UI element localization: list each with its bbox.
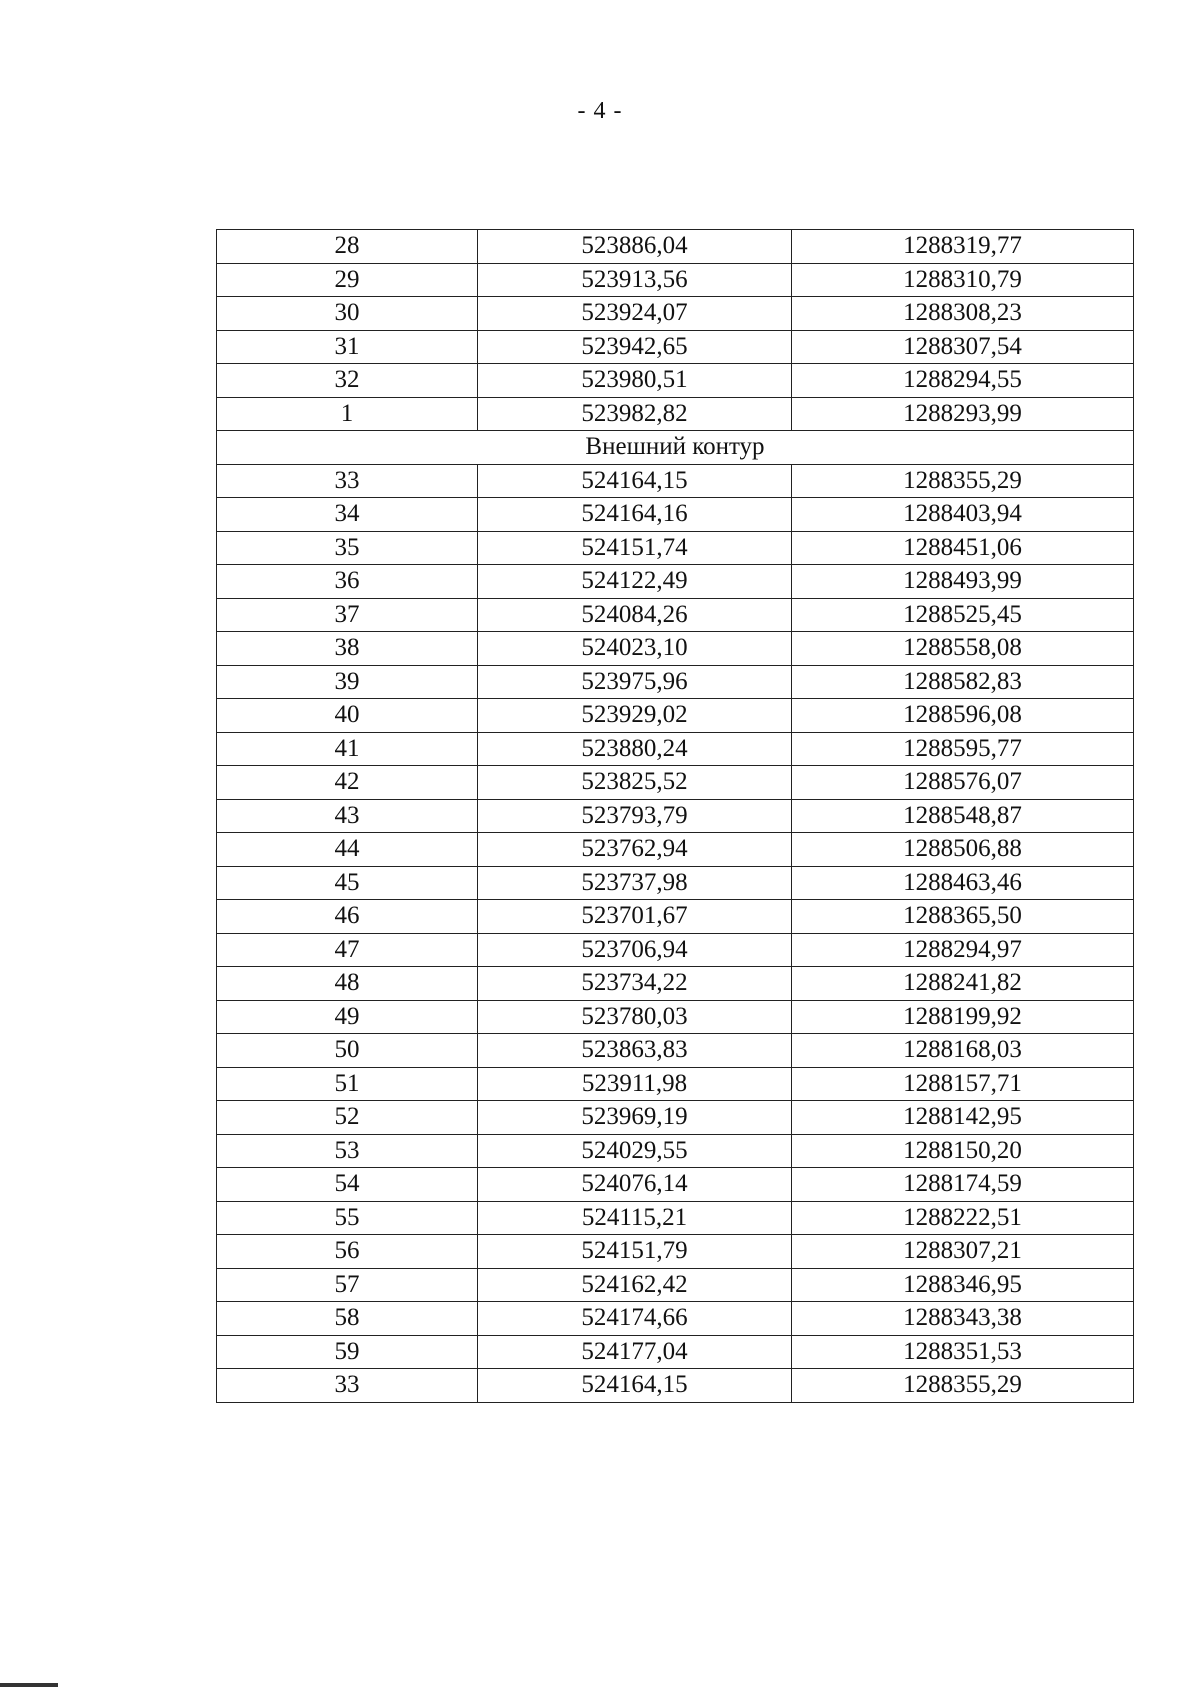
- x-coordinate-cell: 524029,55: [478, 1134, 792, 1168]
- x-coordinate-cell: 523762,94: [478, 833, 792, 867]
- point-number-cell: 35: [217, 531, 478, 565]
- point-number-cell: 43: [217, 799, 478, 833]
- table-row: [217, 1134, 1134, 1168]
- point-number-cell: 34: [217, 498, 478, 532]
- x-coordinate-cell: 523913,56: [478, 263, 792, 297]
- table-row: [217, 565, 1134, 599]
- table-row: [217, 799, 1134, 833]
- scan-edge-mark: [0, 1683, 58, 1687]
- table-row: [217, 598, 1134, 632]
- y-coordinate-cell: 1288558,08: [792, 632, 1134, 666]
- x-coordinate-cell: 524151,74: [478, 531, 792, 565]
- x-coordinate-cell: 524177,04: [478, 1335, 792, 1369]
- y-coordinate-cell: 1288548,87: [792, 799, 1134, 833]
- point-number-cell: 1: [217, 397, 478, 431]
- point-number-cell: 55: [217, 1201, 478, 1235]
- table-row: [217, 330, 1134, 364]
- point-number-cell: 42: [217, 766, 478, 800]
- table-row: [217, 531, 1134, 565]
- y-coordinate-cell: 1288307,54: [792, 330, 1134, 364]
- table-row: [217, 1067, 1134, 1101]
- page-number: - 4 -: [577, 98, 623, 124]
- table-row: [217, 1000, 1134, 1034]
- table-row: [217, 967, 1134, 1001]
- point-number-cell: 32: [217, 364, 478, 398]
- x-coordinate-cell: 523780,03: [478, 1000, 792, 1034]
- point-number-cell: 57: [217, 1268, 478, 1302]
- x-coordinate-cell: 524122,49: [478, 565, 792, 599]
- y-coordinate-cell: 1288506,88: [792, 833, 1134, 867]
- point-number-cell: 45: [217, 866, 478, 900]
- x-coordinate-cell: 524174,66: [478, 1302, 792, 1336]
- y-coordinate-cell: 1288355,29: [792, 1369, 1134, 1403]
- x-coordinate-cell: 523863,83: [478, 1034, 792, 1068]
- point-number-cell: 41: [217, 732, 478, 766]
- table-row: [217, 1201, 1134, 1235]
- point-number-cell: 30: [217, 297, 478, 331]
- y-coordinate-cell: 1288582,83: [792, 665, 1134, 699]
- x-coordinate-cell: 524164,15: [478, 464, 792, 498]
- y-coordinate-cell: 1288319,77: [792, 230, 1134, 264]
- table-row: [217, 297, 1134, 331]
- table-row: [217, 1369, 1134, 1403]
- x-coordinate-cell: 524164,16: [478, 498, 792, 532]
- x-coordinate-cell: 524084,26: [478, 598, 792, 632]
- x-coordinate-cell: 523737,98: [478, 866, 792, 900]
- y-coordinate-cell: 1288355,29: [792, 464, 1134, 498]
- x-coordinate-cell: 524076,14: [478, 1168, 792, 1202]
- table-row: [217, 1235, 1134, 1269]
- coordinates-table-body: [217, 230, 1134, 1403]
- x-coordinate-cell: 523982,82: [478, 397, 792, 431]
- y-coordinate-cell: 1288142,95: [792, 1101, 1134, 1135]
- point-number-cell: 46: [217, 900, 478, 934]
- x-coordinate-cell: 523701,67: [478, 900, 792, 934]
- point-number-cell: 53: [217, 1134, 478, 1168]
- y-coordinate-cell: 1288294,55: [792, 364, 1134, 398]
- point-number-cell: 40: [217, 699, 478, 733]
- point-number-cell: 33: [217, 1369, 478, 1403]
- table-row: [217, 1101, 1134, 1135]
- y-coordinate-cell: 1288293,99: [792, 397, 1134, 431]
- table-row: [217, 263, 1134, 297]
- point-number-cell: 50: [217, 1034, 478, 1068]
- table-row: [217, 665, 1134, 699]
- x-coordinate-cell: 524023,10: [478, 632, 792, 666]
- x-coordinate-cell: 523734,22: [478, 967, 792, 1001]
- table-row: [217, 900, 1134, 934]
- y-coordinate-cell: 1288241,82: [792, 967, 1134, 1001]
- table-row: [217, 1335, 1134, 1369]
- point-number-cell: 51: [217, 1067, 478, 1101]
- y-coordinate-cell: 1288308,23: [792, 297, 1134, 331]
- table-row: [217, 732, 1134, 766]
- point-number-cell: 47: [217, 933, 478, 967]
- y-coordinate-cell: 1288222,51: [792, 1201, 1134, 1235]
- y-coordinate-cell: 1288199,92: [792, 1000, 1134, 1034]
- table-row: [217, 1268, 1134, 1302]
- table-row: [217, 833, 1134, 867]
- y-coordinate-cell: 1288525,45: [792, 598, 1134, 632]
- point-number-cell: 38: [217, 632, 478, 666]
- table-row: [217, 699, 1134, 733]
- table-row: [217, 498, 1134, 532]
- x-coordinate-cell: 523969,19: [478, 1101, 792, 1135]
- y-coordinate-cell: 1288595,77: [792, 732, 1134, 766]
- table-row: [217, 1302, 1134, 1336]
- x-coordinate-cell: 523911,98: [478, 1067, 792, 1101]
- section-title: Внешний контур: [217, 431, 1134, 465]
- table-row: [217, 632, 1134, 666]
- x-coordinate-cell: 523793,79: [478, 799, 792, 833]
- table-row: [217, 1034, 1134, 1068]
- section-row: [217, 431, 1134, 465]
- y-coordinate-cell: 1288168,03: [792, 1034, 1134, 1068]
- x-coordinate-cell: 523975,96: [478, 665, 792, 699]
- x-coordinate-cell: 523880,24: [478, 732, 792, 766]
- table-row: [217, 933, 1134, 967]
- x-coordinate-cell: 523886,04: [478, 230, 792, 264]
- y-coordinate-cell: 1288294,97: [792, 933, 1134, 967]
- y-coordinate-cell: 1288343,38: [792, 1302, 1134, 1336]
- x-coordinate-cell: 524164,15: [478, 1369, 792, 1403]
- y-coordinate-cell: 1288310,79: [792, 263, 1134, 297]
- y-coordinate-cell: 1288403,94: [792, 498, 1134, 532]
- point-number-cell: 59: [217, 1335, 478, 1369]
- table-row: [217, 364, 1134, 398]
- y-coordinate-cell: 1288463,46: [792, 866, 1134, 900]
- y-coordinate-cell: 1288307,21: [792, 1235, 1134, 1269]
- y-coordinate-cell: 1288596,08: [792, 699, 1134, 733]
- x-coordinate-cell: 523980,51: [478, 364, 792, 398]
- point-number-cell: 28: [217, 230, 478, 264]
- y-coordinate-cell: 1288150,20: [792, 1134, 1134, 1168]
- x-coordinate-cell: 524162,42: [478, 1268, 792, 1302]
- point-number-cell: 37: [217, 598, 478, 632]
- point-number-cell: 52: [217, 1101, 478, 1135]
- y-coordinate-cell: 1288346,95: [792, 1268, 1134, 1302]
- coordinates-table: [216, 229, 1134, 1403]
- x-coordinate-cell: 523942,65: [478, 330, 792, 364]
- point-number-cell: 29: [217, 263, 478, 297]
- x-coordinate-cell: 523825,52: [478, 766, 792, 800]
- point-number-cell: 56: [217, 1235, 478, 1269]
- y-coordinate-cell: 1288157,71: [792, 1067, 1134, 1101]
- y-coordinate-cell: 1288493,99: [792, 565, 1134, 599]
- y-coordinate-cell: 1288351,53: [792, 1335, 1134, 1369]
- x-coordinate-cell: 523924,07: [478, 297, 792, 331]
- y-coordinate-cell: 1288451,06: [792, 531, 1134, 565]
- point-number-cell: 49: [217, 1000, 478, 1034]
- x-coordinate-cell: 524151,79: [478, 1235, 792, 1269]
- point-number-cell: 36: [217, 565, 478, 599]
- point-number-cell: 48: [217, 967, 478, 1001]
- point-number-cell: 31: [217, 330, 478, 364]
- x-coordinate-cell: 523929,02: [478, 699, 792, 733]
- point-number-cell: 33: [217, 464, 478, 498]
- table-row: [217, 866, 1134, 900]
- y-coordinate-cell: 1288576,07: [792, 766, 1134, 800]
- point-number-cell: 54: [217, 1168, 478, 1202]
- table-row: [217, 464, 1134, 498]
- table-row: [217, 397, 1134, 431]
- point-number-cell: 44: [217, 833, 478, 867]
- point-number-cell: 58: [217, 1302, 478, 1336]
- y-coordinate-cell: 1288365,50: [792, 900, 1134, 934]
- y-coordinate-cell: 1288174,59: [792, 1168, 1134, 1202]
- x-coordinate-cell: 523706,94: [478, 933, 792, 967]
- point-number-cell: 39: [217, 665, 478, 699]
- table-row: [217, 1168, 1134, 1202]
- table-row: [217, 766, 1134, 800]
- x-coordinate-cell: 524115,21: [478, 1201, 792, 1235]
- table-row: [217, 230, 1134, 264]
